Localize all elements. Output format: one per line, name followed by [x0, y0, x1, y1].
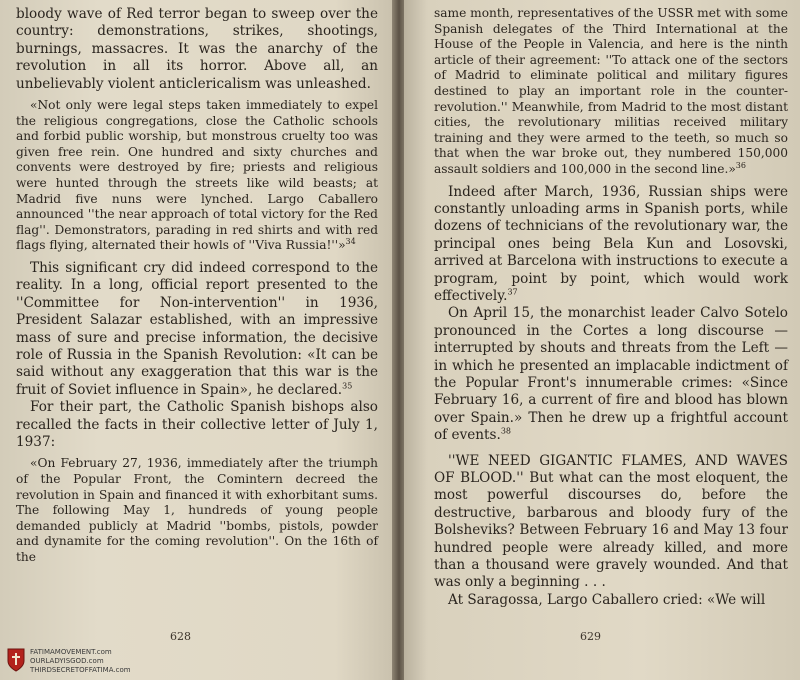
- page-number-left: 628: [170, 630, 191, 643]
- watermark: [4, 644, 204, 678]
- watermark-line-2[interactable]: OURLADYISGOD.com: [30, 657, 104, 665]
- left-quote-2: «On February 27, 1936, immediately after the triumph of the Popular Front, the Comintern decreed the revolution in Spain and financed it with exhorbitant sums. The following May 1, hundreds of young people demanded publicly at Madrid ''bombs, pistols, powder and dynamite for the coming revolution''. On the 16th of the: [16, 456, 378, 564]
- watermark-line-3[interactable]: THIRDSECRETOFFATIMA.com: [30, 666, 131, 674]
- right-paragraph-1: [434, 184, 788, 306]
- shield-logo-icon: [6, 647, 26, 673]
- footnote-ref-35: 35: [342, 381, 353, 391]
- footnote-ref-36: 36: [735, 160, 746, 170]
- watermark-lines: [30, 648, 131, 675]
- right-quote-1: [434, 6, 788, 178]
- right-paragraph-2: [434, 305, 788, 444]
- left-quote-1: [16, 98, 378, 254]
- watermark-line-1[interactable]: FATIMAMOVEMENT.com: [30, 648, 112, 656]
- left-quote-1-text: «Not only were legal steps taken immediately to expel the religious congregations, close the Catholic schools and forbid public worship, but monstrous cruelty too was given free rein. One hundred and sixty churches and convents were destroyed by fire; priests and religious were hunted through the streets like wild beasts; at Madrid five nuns were lynched. Largo Caballero announced ''the near approach of total victory for the Red flag''. Demonstrators, parading in red shirts and with red flags flying, alternated their howls of ''Viva Russia!''»: [16, 98, 378, 253]
- right-page-text: [434, 6, 788, 609]
- right-paragraph-3: ''WE NEED GIGANTIC FLAMES, AND WAVES OF BLOOD.'' But what can the most eloquent, the most powerful discourses do, before the destructive, barbarous and bloody fury of the Bolsheviks? Between February 16 and May 13 four hundred people were already killed, and more than a thousand were gravely wounded. And that was only a beginning . . .: [434, 452, 788, 591]
- right-paragraph-4: At Saragossa, Largo Caballero cried: «We will: [448, 591, 766, 608]
- footnote-ref-34: 34: [345, 237, 356, 247]
- footnote-ref-38: 38: [500, 426, 512, 436]
- right-paragraph-1-text: Indeed after March, 1936, Russian ships were constantly unloading arms in Spanish ports, while dozens of technicians of the revolutionary war, the principal ones being Bela Kun and Losovski, arrived at Barcelona with instructions to execute a program, point by point, which would work effectively.: [434, 183, 788, 304]
- right-quote-1-text: same month, representatives of the USSR met with some Spanish delegates of the Third International at the House of the People in Valencia, and here is the ninth article of their agreement: ''To attack one of the sectors of Madrid to eliminate political and military figures destined to play an important role in the counter-revolution.'' Meanwhile, from Madrid to the most distant cities, the revolutionary militias received military training and they were armed to the teeth, so much so that when the war broke out, they numbered 150,000 assault soldiers and 100,000 in the second line.»: [434, 6, 788, 176]
- page-number-right: 629: [580, 630, 601, 643]
- footnote-ref-37: 37: [507, 287, 518, 297]
- right-page: [404, 0, 800, 680]
- left-paragraph-1: bloody wave of Red terror began to sweep over the country: demonstrations, strikes, shootings, burnings, massacres. It was the anarchy of the revolution in all its horror. Above all, an unbelievably violent anticlericalism was unleashed.: [16, 6, 378, 92]
- left-page-text: [16, 6, 378, 572]
- left-paragraph-3: For their part, the Catholic Spanish bishops also recalled the facts in their collective letter of July 1, 1937:: [16, 399, 378, 451]
- right-paragraph-2-text: On April 15, the monarchist leader Calvo Sotelo pronounced in the Cortes a long discourse — interrupted by shouts and threats from the Left — in which he presented an implacable indictment of the Popular Front's innumerable crimes: «Since February 16, a current of fire and blood has blown over Spain.» Then he drew up a frightful account of events.: [434, 305, 788, 444]
- left-page: [0, 0, 394, 680]
- left-paragraph-2: [16, 260, 378, 399]
- left-paragraph-2-text: This significant cry did indeed correspond to the reality. In a long, official report presented to the ''Committee for Non-intervention'' in 1936, President Salazar established, with an impressive mass of sure and precise information, the decisive role of Russia in the Spanish Revolution: «It can be said without any exaggeration that this war is the fruit of Soviet influence in Spain», he declared.: [16, 259, 378, 398]
